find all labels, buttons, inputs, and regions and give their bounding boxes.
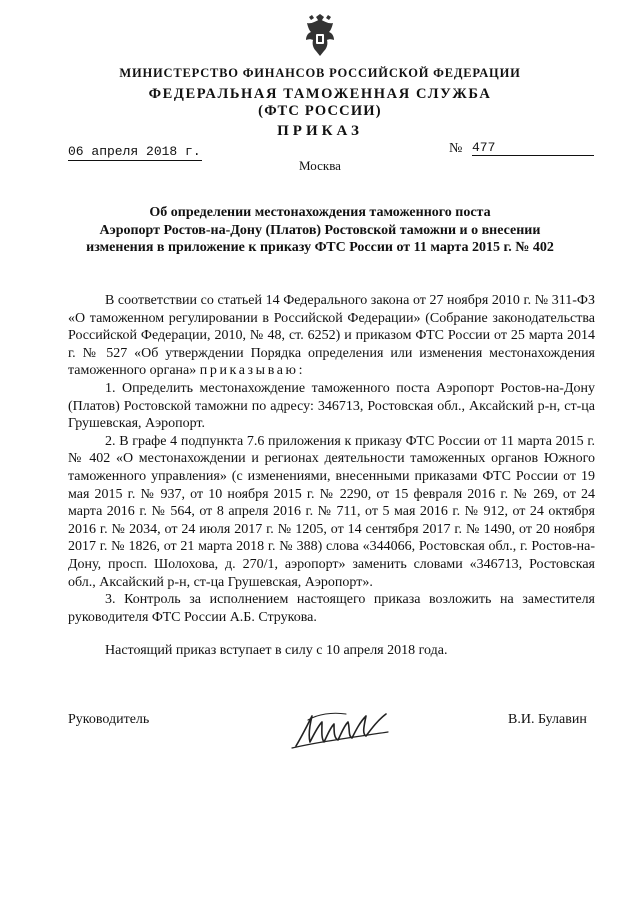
order-date: 06 апреля 2018 г. (68, 144, 201, 159)
item-1: 1. Определить местонахождение таможенного поста Аэропорт Ростов-на-Дону (Платов) Ростовской таможни по адресу: 346713, Ростовская обл., Аксайский р-н, ст-ца Грушевская, Аэропорт. (68, 380, 595, 432)
title-line: изменения в приложение к приказу ФТС России от 11 марта 2015 г. № 402 (86, 240, 554, 255)
preamble-text: В соответствии со статьей 14 Федерального закона от 27 ноября 2010 г. № 311-ФЗ «О таможенном регулировании в Российской Федерации» (Собрание законодательства Российской Федерации, 2010, № 48, ст. 6252) и приказом ФТС России от 25 марта 2014 г. № 527 «Об утверждении Порядка определения или изменения местонахождения таможенного органа» (68, 293, 595, 379)
ministry-name: МИНИСТЕРСТВО ФИНАНСОВ РОССИЙСКОЙ ФЕДЕРАЦИИ (119, 66, 521, 80)
signer-role: Руководитель (68, 712, 150, 727)
service-name: ФЕДЕРАЛЬНАЯ ТАМОЖЕННАЯ СЛУЖБА (148, 86, 492, 102)
title-line: Аэропорт Ростов-на-Дону (Платов) Ростовской таможни и о внесении (99, 222, 541, 238)
item-2: 2. В графе 4 подпункта 7.6 приложения к приказу ФТС России от 11 марта 2015 г. № 402 «О местонахождении и регионах деятельности таможенных органов Южного таможенного управления» (с изменениями, внесенными приказами ФТС России от 19 мая 2015 г. № 937, от 10 ноября 2015 г. № 2290, от 15 февраля 2016 г. № 269, от 24 марта 2016 г. № 564, от 8 апреля 2016 г. № 711, от 5 мая 2016 г. № 912, от 24 октября 2016 г. № 2034, от 24 июля 2017 г. № 1205, от 14 сентября 2017 г. № 1490, от 20 ноября 2017 г. № 1826, от 21 марта 2018 г. № 388) слова «344066, Ростовская обл., г. Ростов-на-Дону, просп. Шолохова, д. 270/1, аэропорт» заменить словами «346713, Ростовская обл., Аксайский р-н, ст-ца Грушевская, Аэропорт». (68, 433, 595, 590)
city: Москва (299, 158, 341, 173)
order-number-label: № (449, 141, 463, 156)
order-title (60, 204, 580, 257)
document-type: ПРИКАЗ (277, 123, 363, 139)
handwritten-signature-icon (288, 702, 398, 752)
item-3: 3. Контроль за исполнением настоящего приказа возложить на заместителя руководителя ФТС России А.Б. Струкова. (68, 592, 595, 625)
title-line: Об определении местонахождения таможенного поста (149, 205, 491, 220)
order-number: 477 (472, 140, 594, 156)
order-body (68, 292, 595, 626)
order-directive: приказываю: (199, 363, 306, 379)
service-short-name: (ФТС РОССИИ) (258, 103, 382, 119)
effective-date-statement: Настоящий приказ вступает в силу с 10 апреля 2018 года. (105, 643, 448, 658)
preamble-paragraph (68, 292, 595, 380)
russian-coat-of-arms-icon (302, 14, 338, 60)
signer-name: В.И. Булавин (508, 712, 587, 727)
